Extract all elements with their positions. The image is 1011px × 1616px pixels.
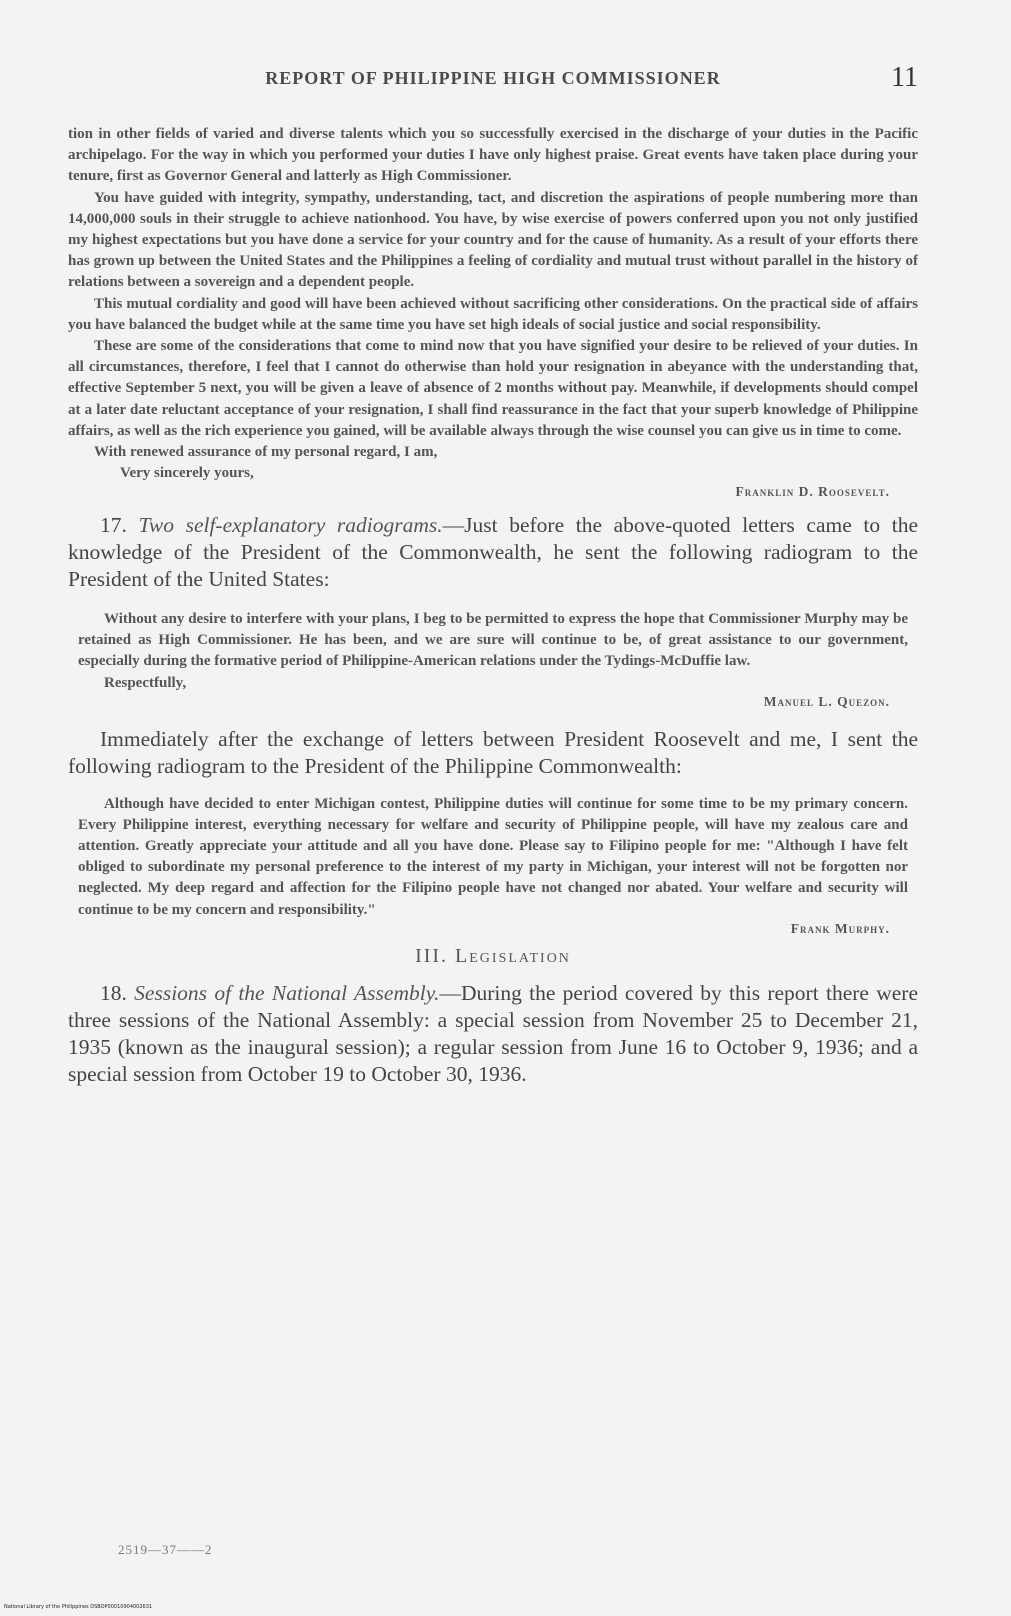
scan-credit: National Library of the Philippines DSBOP00010904002631 — [4, 1604, 153, 1610]
section-heading: III. Legislation — [415, 944, 571, 967]
radiogram-murphy — [78, 794, 908, 937]
radiogram-quezon-closing: Respectfully, — [104, 674, 187, 691]
paragraph-cordiality: This mutual cordiality and good will have been achieved without sacrificing other considerations. On the practical side of affairs you have balanced the budget while at the same time you have set high ideals of social justice and social responsibility. — [68, 295, 918, 333]
letter-valediction: Very sincerely yours, — [120, 465, 254, 482]
signature-quezon: Manuel L. Quezon. — [763, 693, 890, 709]
paragraph-considerations: These are some of the considerations that come to mind now that you have signified your desire to be relieved of your duties. In all circumstances, therefore, I feel that I cannot do otherwise than hold your resignation in abeyance with the understanding that, effective September 5 next, you will be given a leave of absence of 2 months without pay. Meanwhile, if developments should compel at a later date reluctant acceptance of your resignation, I shall find reassurance in the fact that your superb knowledge of Philippine affairs, as well as the rich experience you gained, will be available always through the wise counsel you can give us in time to come. — [68, 338, 918, 439]
paragraph-17-title: Two self-explanatory radiograms. — [138, 513, 443, 538]
running-head: REPORT OF PHILIPPINE HIGH COMMISSIONER — [265, 68, 721, 88]
paragraph-immediately: Immediately after the exchange of letters between President Roosevelt and me, I sent the following radiogram to the President of the Philippine Commonwealth: — [68, 726, 918, 778]
page-header — [68, 62, 918, 102]
paragraph-continued: tion in other fields of varied and diverse talents which you so successfully exercised in the discharge of your duties in the Pacific archipelago. For the way in which you performed your duties I have only highest praise. Great events have taken place during your tenure, first as Governor General and latterly as High Commissioner. — [68, 126, 918, 185]
paragraph-guided: You have guided with integrity, sympathy, understanding, tact, and discretion the aspirations of people numbering more than 14,000,000 souls in their struggle to achieve nationhood. You have, by wise exercise of powers conferred upon you not only justified my highest expectations but you have done a service for your country and for the cause of humanity. As a result of your efforts there has grown up between the United States and the Philippines a feeling of cordiality and mutual trust without parallel in the history of relations between a sovereign and a dependent people. — [68, 189, 918, 291]
paragraph-18 — [68, 980, 918, 1088]
page-body — [68, 124, 918, 1088]
printer-signature-mark: 2519—37——2 — [118, 1542, 213, 1557]
paragraph-17-text: —Just before the above-quoted letters came to the knowledge of the President of the Commonwealth, he sent the following radiogram to the President of the United States: — [68, 513, 919, 592]
signature-roosevelt: Franklin D. Roosevelt. — [735, 484, 890, 500]
paragraph-17-number: 17. — [100, 513, 127, 538]
paragraph-18-title: Sessions of the National Assembly. — [134, 980, 440, 1005]
letter-closing-line: With renewed assurance of my personal regard, I am, — [94, 444, 438, 461]
page-number: 11 — [891, 62, 918, 93]
paragraph-18-number: 18. — [100, 980, 127, 1005]
radiogram-quezon — [78, 609, 908, 710]
radiogram-quezon-text: Without any desire to interfere with your plans, I beg to be permitted to express the hope that Commissioner Murphy may be retained as High Commissioner. He has been, and we are sure will continue to be, of great assistance to our government, especially during the formative period of Philippine-American relations under the Tydings-McDuffie law. — [78, 611, 908, 670]
radiogram-murphy-text: Although have decided to enter Michigan contest, Philippine duties will continue for some time to be my primary concern. Every Philippine interest, everything necessary for welfare and security of Philippine people, will have my zealous care and attention. Greatly appreciate your attitude and all you have done. Please say to Filipino people for me: "Although I have felt obliged to subordinate my personal preference to the interest of my party in Michigan, your interest will not be forgotten nor neglected. My deep regard and affection for the Filipino people have not changed nor abated. Your welfare and security will continue to be my concern and responsibility." — [78, 795, 908, 918]
paragraph-17 — [68, 512, 918, 593]
paragraph-18-text: —During the period covered by this report there were three sessions of the National Assembly: a special session from November 25 to December 21, 1935 (known as the inaugural session); a regular session from June 16 to October 9, 1936; and a special session from October 19 to October 30, 1936. — [68, 980, 919, 1086]
signature-murphy: Frank Murphy. — [790, 920, 890, 936]
